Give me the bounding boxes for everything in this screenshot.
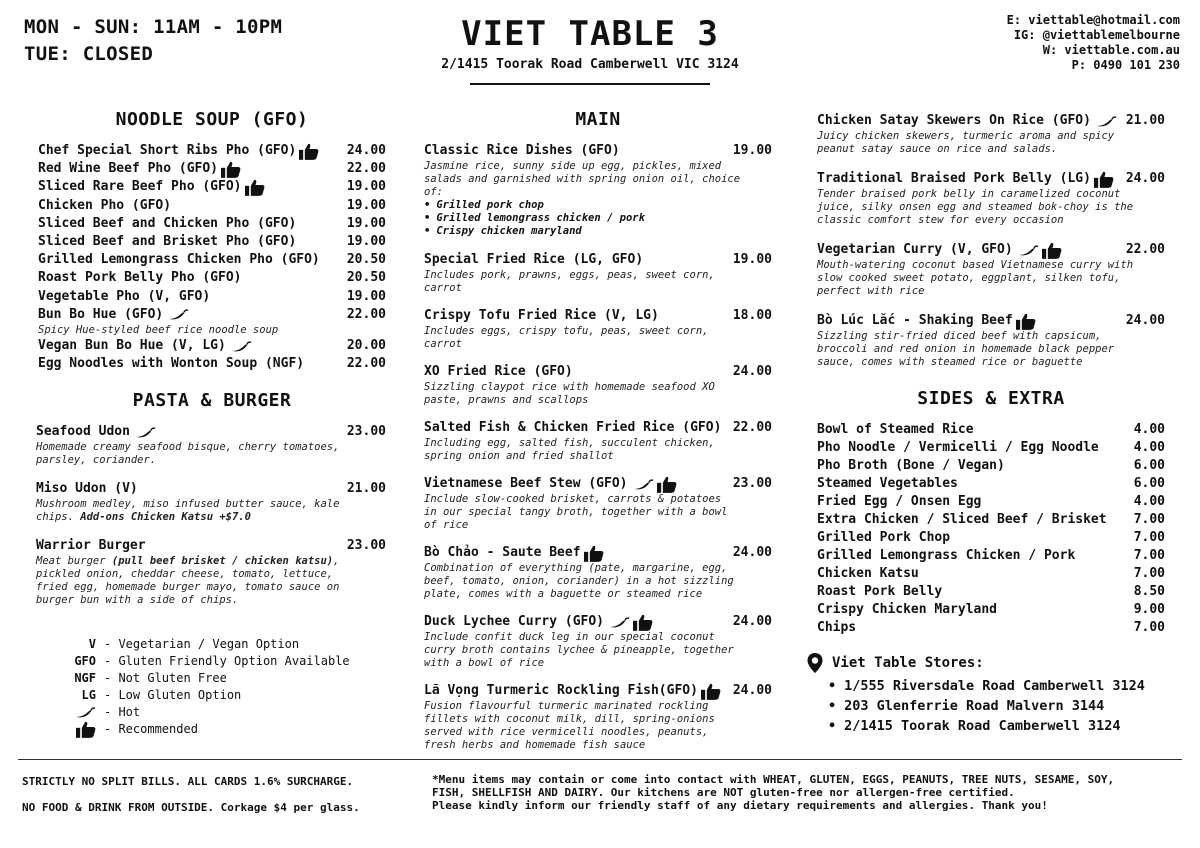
item-description: Includes eggs, crispy tofu, peas, sweet corn, carrot xyxy=(424,325,709,350)
menu-item xyxy=(38,215,386,233)
item-price: 24.00 xyxy=(732,614,772,629)
item-description: Combination of everything (pate, margarine, egg, beef, tomato, onion, coriander) in a hot sizzling plate, comes with a baguette or steamed rice xyxy=(424,562,734,600)
contact-email: E: viettable@hotmail.com xyxy=(1006,13,1180,27)
item-price: 6.00 xyxy=(1133,458,1165,473)
menu-item xyxy=(36,423,386,441)
legend-key: V xyxy=(88,637,96,651)
menu-item xyxy=(424,251,772,269)
rice-choice: • Grilled lemongrass chicken / pork xyxy=(424,212,772,225)
item-name: Classic Rice Dishes (GFO) xyxy=(424,143,620,158)
item-description: Sizzling stir-fried diced beef with capsicum, broccoli and red onion in homemade black pepper sauce, comes with steamed rice or baguette xyxy=(817,330,1115,368)
item-name: Chicken Katsu xyxy=(817,566,919,581)
menu-item xyxy=(36,537,386,555)
legend-row xyxy=(52,636,350,653)
menu-item xyxy=(817,475,1165,493)
legend-row xyxy=(52,721,350,738)
item-name: Vegetable Pho (V, GFO) xyxy=(38,288,211,304)
item-name: Red Wine Beef Pho (GFO) xyxy=(38,161,219,177)
item-price: 24.00 xyxy=(346,143,386,158)
menu-item xyxy=(424,544,772,562)
item-name: Chicken Pho (GFO) xyxy=(38,197,172,213)
allergen-notice: *Menu items may contain or come into contact with WHEAT, GLUTEN, EGGS, PEANUTS, TREE NUTS, SESAME, SOY, FISH, SHELLFISH AND DAIRY. Our kitchens are NOT gluten-free nor allergen-free certified. Please kindly inform our friendly staff of any dietary requirements and allergies. Thank you! xyxy=(432,773,1115,812)
item-description: Tender braised pork belly in caramelized coconut juice, silky onsen egg and steamed bok-choy is the classic comfort stew for every occasion xyxy=(817,188,1134,226)
store-address: • 203 Glenferrie Road Malvern 3144 xyxy=(828,696,1186,716)
item-name: Duck Lychee Curry (GFO) xyxy=(424,614,605,629)
menu-item xyxy=(424,475,772,493)
item-name: Bò Chảo - Saute Beef xyxy=(424,545,581,560)
item-name: Egg Noodles with Wonton Soup (NGF) xyxy=(38,356,305,372)
menu-item xyxy=(817,457,1165,475)
policy-outside-food: NO FOOD & DRINK FROM OUTSIDE. Corkage $4 per glass. xyxy=(22,801,360,814)
item-price: 18.00 xyxy=(732,308,772,323)
menu-item xyxy=(38,197,386,215)
menu-item xyxy=(817,547,1165,565)
stores-title: Viet Table Stores: xyxy=(832,655,984,671)
legend-row xyxy=(52,670,350,687)
legend-key: NGF xyxy=(74,671,96,685)
item-name: Roast Pork Belly Pho (GFO) xyxy=(38,270,242,286)
noodle-soup-list xyxy=(38,142,386,373)
item-description: Include slow-cooked brisket, carrots & potatoes in our special tangy broth, together with a bowl of rice xyxy=(424,493,728,531)
menu-item xyxy=(424,307,772,325)
menu-item xyxy=(817,493,1165,511)
menu-item xyxy=(817,241,1165,259)
item-name: Chips xyxy=(817,620,857,635)
menu-item xyxy=(38,233,386,251)
item-description: Spicy Hue-styled beef rice noodle soup xyxy=(38,324,279,337)
item-name: XO Fried Rice (GFO) xyxy=(424,364,573,379)
menu-item xyxy=(817,601,1165,619)
chili-icon xyxy=(74,706,96,719)
thumb-icon xyxy=(633,614,653,631)
item-name: Steamed Vegetables xyxy=(817,476,958,491)
brand-block xyxy=(400,14,780,85)
thumb-icon xyxy=(76,721,96,738)
item-description: Mushroom medley, miso infused butter sauce, kale chips. Add-ons Chicken Katsu +$7.0 xyxy=(36,498,340,524)
contact-instagram: IG: @viettablemelbourne xyxy=(1013,28,1180,42)
menu-item xyxy=(817,619,1165,637)
item-price: 19.00 xyxy=(346,234,386,250)
item-price: 24.00 xyxy=(732,683,772,698)
opening-hours xyxy=(24,14,282,68)
left-column xyxy=(38,106,386,607)
dietary-legend xyxy=(52,636,350,738)
item-name: Warrior Burger xyxy=(36,538,146,554)
right-column xyxy=(817,112,1165,637)
menu-item xyxy=(817,170,1165,188)
item-name: Vegetarian Curry (V, GFO) xyxy=(817,242,1013,257)
rice-choice: • Crispy chicken maryland xyxy=(424,225,772,238)
item-price: 4.00 xyxy=(1133,440,1165,455)
menu-item xyxy=(817,511,1165,529)
item-price: 4.00 xyxy=(1133,422,1165,437)
menu-item xyxy=(38,288,386,306)
item-name: Bun Bo Hue (GFO) xyxy=(38,306,164,322)
policy-split-bills: STRICTLY NO SPLIT BILLS. ALL CARDS 1.6% SURCHARGE. xyxy=(22,775,354,788)
item-description: Mouth-watering coconut based Vietnamese curry with slow cooked sweet potato, eggplant, silken tofu, perfect with rice xyxy=(817,259,1134,297)
item-price: 7.00 xyxy=(1133,530,1165,545)
item-price: 22.00 xyxy=(346,356,386,372)
item-price: 19.00 xyxy=(346,197,386,213)
item-name: Crispy Tofu Fried Rice (V, LG) xyxy=(424,308,659,323)
item-price: 24.00 xyxy=(1125,313,1165,328)
item-description: Include confit duck leg in our special coconut curry broth contains lychee & pineapple, together with a bowl of rice xyxy=(424,631,734,669)
legend-row xyxy=(52,687,350,704)
thumb-icon xyxy=(701,683,721,700)
item-description: Sizzling claypot rice with homemade seafood XO paste, prawns and scallops xyxy=(424,381,715,406)
item-price: 23.00 xyxy=(346,424,386,440)
menu-item xyxy=(817,312,1165,330)
item-name: Traditional Braised Pork Belly (LG) xyxy=(817,171,1091,186)
item-price: 20.50 xyxy=(346,270,386,286)
item-price: 8.50 xyxy=(1133,584,1165,599)
item-name: Fried Egg / Onsen Egg xyxy=(817,494,982,509)
item-price: 9.00 xyxy=(1133,602,1165,617)
thumb-icon xyxy=(657,476,677,493)
item-name: Bowl of Steamed Rice xyxy=(817,422,974,437)
sides-heading: SIDES & EXTRA xyxy=(917,388,1065,409)
legend-label: - Recommended xyxy=(104,722,198,736)
item-price: 6.00 xyxy=(1133,476,1165,491)
item-price: 19.00 xyxy=(346,288,386,304)
legend-row xyxy=(52,704,350,721)
item-price: 7.00 xyxy=(1133,620,1165,635)
addon-note: Add-ons Chicken Katsu +$7.0 xyxy=(80,511,251,524)
legend-key xyxy=(52,704,96,721)
item-price: 19.00 xyxy=(732,252,772,267)
contact-website: W: viettable.com.au xyxy=(1042,43,1180,57)
item-price: 19.00 xyxy=(346,179,386,195)
menu-item xyxy=(38,269,386,287)
item-price: 7.00 xyxy=(1133,512,1165,527)
item-name: Grilled Pork Chop xyxy=(817,530,951,545)
restaurant-title: VIET TABLE 3 xyxy=(461,14,719,54)
menu-item xyxy=(424,613,772,631)
item-name: Chef Special Short Ribs Pho (GFO) xyxy=(38,143,297,158)
item-name: Sliced Beef and Chicken Pho (GFO) xyxy=(38,215,297,231)
item-price: 21.00 xyxy=(346,481,386,497)
item-price: 23.00 xyxy=(346,538,386,554)
item-description: Juicy chicken skewers, turmeric aroma and spicy peanut satay sauce on rice and salads. xyxy=(817,130,1115,155)
item-name: Grilled Lemongrass Chicken / Pork xyxy=(817,548,1076,563)
contact-info xyxy=(1007,13,1180,73)
main-heading: MAIN xyxy=(575,109,621,130)
chili-icon xyxy=(1017,244,1039,257)
main-list xyxy=(424,251,772,752)
thumb-icon xyxy=(584,545,604,562)
item-price: 22.00 xyxy=(732,420,772,435)
item-price: 24.00 xyxy=(1125,171,1165,186)
menu-item xyxy=(817,112,1165,130)
store-locations xyxy=(806,652,1186,736)
store-address: • 2/1415 Toorak Road Camberwell 3124 xyxy=(828,716,1186,736)
menu-item xyxy=(817,421,1165,439)
store-address: • 1/555 Riversdale Road Camberwell 3124 xyxy=(828,676,1186,696)
menu-item xyxy=(38,306,386,324)
item-price: 22.00 xyxy=(346,306,386,322)
footer-policies xyxy=(22,775,360,815)
item-price: 20.50 xyxy=(346,252,386,268)
chili-icon xyxy=(134,426,156,439)
thumb-icon xyxy=(1016,313,1036,330)
noodle-soup-heading: NOODLE SOUP (GFO) xyxy=(115,109,309,130)
thumb-icon xyxy=(299,143,319,160)
item-name: Pho Broth (Bone / Vegan) xyxy=(817,458,1005,473)
menu-item xyxy=(38,142,386,160)
thumb-icon xyxy=(1042,242,1062,259)
location-pin-icon xyxy=(806,652,824,674)
right-main-list xyxy=(817,112,1165,369)
item-price: 23.00 xyxy=(732,476,772,491)
rice-choices xyxy=(424,199,772,238)
item-name: Bò Lúc Lắc - Shaking Beef xyxy=(817,313,1013,328)
menu-item xyxy=(817,529,1165,547)
item-name: Sliced Beef and Brisket Pho (GFO) xyxy=(38,234,297,250)
menu-item xyxy=(817,583,1165,601)
menu-item xyxy=(38,337,386,355)
chili-icon xyxy=(167,308,189,321)
legend-label: - Gluten Friendly Option Available xyxy=(104,654,350,668)
legend-key: GFO xyxy=(74,654,96,668)
thumb-icon xyxy=(1094,171,1114,188)
item-description: Includes pork, prawns, eggs, peas, sweet corn, carrot xyxy=(424,269,715,294)
thumb-icon xyxy=(221,161,241,178)
pasta-burger-heading: PASTA & BURGER xyxy=(132,390,292,412)
hours-line-2: TUE: CLOSED xyxy=(24,43,154,65)
item-name: Pho Noodle / Vermicelli / Egg Noodle xyxy=(817,440,1099,455)
legend-label: - Vegetarian / Vegan Option xyxy=(104,637,300,651)
legend-label: - Not Gluten Free xyxy=(104,671,227,685)
legend-key xyxy=(52,721,96,738)
item-price: 24.00 xyxy=(732,545,772,560)
legend-row xyxy=(52,653,350,670)
hours-line-1: MON - SUN: 11AM - 10PM xyxy=(24,16,283,38)
restaurant-address: 2/1415 Toorak Road Camberwell VIC 3124 xyxy=(441,57,739,72)
stores-list xyxy=(828,676,1186,736)
menu-item xyxy=(38,178,386,196)
item-name: Roast Pork Belly xyxy=(817,584,943,599)
legend-label: - Low Gluten Option xyxy=(104,688,242,702)
menu-item xyxy=(817,565,1165,583)
legend-key: LG xyxy=(81,688,96,702)
footer-divider xyxy=(18,759,1182,760)
menu-item xyxy=(38,160,386,178)
menu-item xyxy=(38,251,386,269)
item-name: Vegan Bun Bo Hue (V, LG) xyxy=(38,338,226,354)
item-name: Miso Udon (V) xyxy=(36,481,138,497)
item-price: 7.00 xyxy=(1133,548,1165,563)
menu-item xyxy=(38,355,386,373)
item-name: Grilled Lemongrass Chicken Pho (GFO) xyxy=(38,252,320,268)
menu-item xyxy=(36,480,386,498)
item-price: 24.00 xyxy=(732,364,772,379)
legend-label: - Hot xyxy=(104,705,141,719)
item-name: Salted Fish & Chicken Fried Rice (GFO) xyxy=(424,420,722,435)
item-description: Fusion flavourful turmeric marinated rockling fillets with coconut milk, dill, spring-onions served with rice vermicelli noodles, peanuts, fresh herbs and homemade fish sauce xyxy=(424,700,715,751)
item-price: 20.00 xyxy=(346,338,386,354)
item-name: Sliced Rare Beef Pho (GFO) xyxy=(38,179,242,195)
item-name: Crispy Chicken Maryland xyxy=(817,602,998,617)
item-description: Meat burger (pull beef brisket / chicken katsu), pickled onion, cheddar cheese, tomato, lettuce, fried egg, homemade burger mayo, tomato sauce on burger bun with a side of chips. xyxy=(36,555,340,607)
menu-item xyxy=(817,439,1165,457)
item-name: Extra Chicken / Sliced Beef / Brisket xyxy=(817,512,1107,527)
menu-item xyxy=(424,419,772,437)
contact-phone: P: 0490 101 230 xyxy=(1071,58,1180,72)
menu-item xyxy=(424,682,772,700)
item-price: 22.00 xyxy=(1125,242,1165,257)
item-price: 19.00 xyxy=(732,143,772,158)
chili-icon xyxy=(1095,115,1117,128)
item-price: 7.00 xyxy=(1133,566,1165,581)
item-description: Including egg, salted fish, succulent chicken, spring onion and fried shallot xyxy=(424,437,715,462)
item-name: Special Fried Rice (LG, GFO) xyxy=(424,252,644,267)
item-price: 4.00 xyxy=(1133,494,1165,509)
rice-choice: • Grilled pork chop xyxy=(424,199,772,212)
item-price: 22.00 xyxy=(346,161,386,177)
thumb-icon xyxy=(245,179,265,196)
middle-column xyxy=(424,106,772,752)
item-name: Lã Vọng Turmeric Rockling Fish(GFO) xyxy=(424,683,698,698)
title-divider xyxy=(470,83,710,85)
item-name: Chicken Satay Skewers On Rice (GFO) xyxy=(817,113,1091,128)
chili-icon xyxy=(230,340,252,353)
item-price: 21.00 xyxy=(1125,113,1165,128)
item-name: Vietnamese Beef Stew (GFO) xyxy=(424,476,628,491)
item-description: Jasmine rice, sunny side up egg, pickles, mixed salads and garnished with spring onion oil, choice of: xyxy=(424,160,741,198)
item-name: Seafood Udon xyxy=(36,424,130,440)
item-price: 19.00 xyxy=(346,215,386,231)
chili-icon xyxy=(608,616,630,629)
menu-item xyxy=(424,363,772,381)
menu-item xyxy=(424,142,772,160)
sides-list xyxy=(817,421,1165,637)
chili-icon xyxy=(632,478,654,491)
item-description: Homemade creamy seafood bisque, cherry tomatoes, parsley, coriander. xyxy=(36,441,340,467)
